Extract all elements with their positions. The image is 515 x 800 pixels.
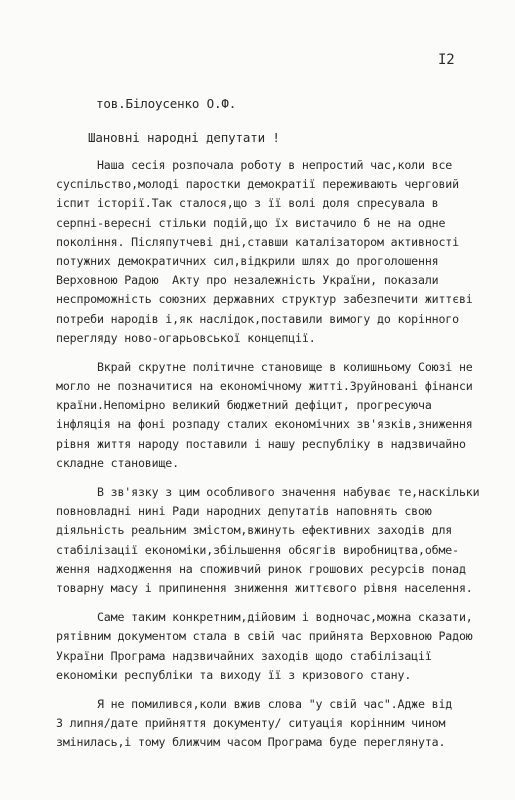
addressee: тов.Білоусенко О.Ф. (96, 96, 237, 111)
text-line: рятівним документом стала в свій час прийнята Верховною Радою (56, 629, 473, 644)
text-line: Наша сесія розпочала роботу в непростий час,коли все (56, 158, 453, 172)
page-number: I2 (438, 52, 455, 68)
text-line: покоління. Післяпутчеві дні,ставши каталізатором активності (56, 234, 459, 249)
paragraph-5 (56, 695, 476, 753)
text-line: інфляція на фоні розпаду сталих економічних зв'язків,зниження (56, 417, 473, 432)
text-line: могло не позначитися на економічному житті.Зруйновані фінанси (56, 379, 473, 394)
text-line: потужних демократичних сил,відкрили шлях до проголошення (56, 253, 439, 268)
text-line: серпні-вересні стільки подій,що їх вистачило б не на одне (56, 215, 446, 230)
text-line: перегляду ново-огарьовської концепції. (56, 330, 316, 345)
text-line: діяльність реальним змістом,вжинуть ефективних заходів для (56, 523, 453, 538)
document-body (56, 156, 480, 762)
text-line: іспит історії.Так сталося,що з її волі доля спресувала в (56, 196, 439, 211)
paragraph-1 (56, 156, 476, 348)
text-line: потреби народів і,як наслідок,поставили вимогу до корінного (56, 311, 459, 326)
text-line: Верховною Радою Акту про незалежність України, показали (56, 273, 439, 288)
text-line: В зв'язку з цим особливого значення набуває те,наскільки (56, 485, 480, 499)
text-line: стабілізації економіки,збільшення обсягів виробництва,обме- (56, 542, 459, 557)
text-line: неспроможність союзних державних структур забезпечити життєві (56, 292, 473, 307)
text-line: ження надходження на споживчий ринок грошових ресурсів понад (56, 561, 466, 576)
text-line: повновладні нині Ради народних депутатів наповнять свою (56, 504, 432, 519)
text-line: Саме таким конкретним,дійовим і водночас,можна сказати, (56, 610, 473, 625)
text-line: рівня життя народу поставили і нашу республіку в надзвичайно (56, 436, 466, 451)
text-line: України Програма надзвичайних заходів щодо стабілізації (56, 648, 432, 663)
text-line: 3 липня/дате прийняття документу/ ситуація корінним чином (56, 716, 446, 731)
salutation: Шановні народні депутати ! (88, 130, 280, 145)
paragraph-4 (56, 608, 476, 685)
paragraph-2 (56, 358, 476, 473)
text-line: економіки республіки та виходу її з кризового стану. (56, 667, 412, 682)
text-line: суспільство,молоді паростки демократії переживають черговий (56, 177, 459, 192)
text-line: Вкрай скрутне політичне становище в колишньому Союзі не (56, 359, 473, 374)
text-line: країни.Непомірно великий бюджетний дефіцит, прогресуюча (56, 398, 432, 413)
text-line: Я не помилився,коли вжив слова "у свій час".Адже від (56, 696, 453, 711)
text-line: змінилась,і тому ближчим часом Програма буде переглянута. (56, 735, 446, 750)
paragraph-3 (56, 483, 480, 598)
text-line: товарну масу і припинення зниження життєвого рівня населення. (56, 580, 473, 595)
text-line: складне становище. (56, 455, 179, 470)
